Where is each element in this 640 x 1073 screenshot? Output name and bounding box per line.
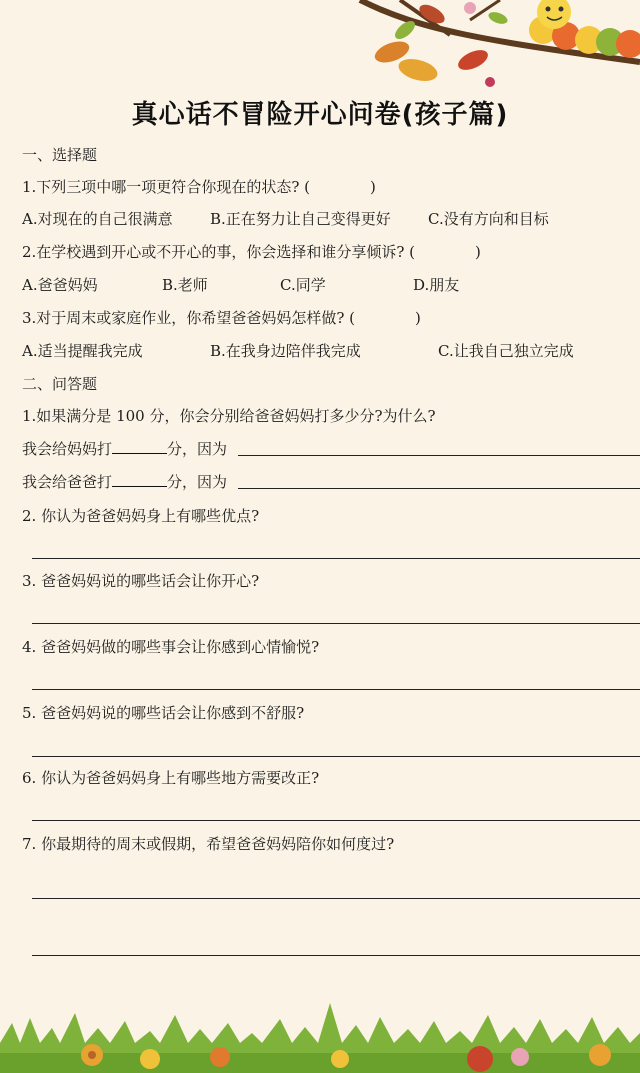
- question-3-close: ): [414, 309, 421, 327]
- answer-line[interactable]: [32, 689, 640, 690]
- option-c[interactable]: C.没有方向和目标: [428, 210, 549, 228]
- answer-line[interactable]: [32, 558, 640, 559]
- answer-line[interactable]: [32, 955, 640, 956]
- question-1-text: 1.下列三项中哪一项更符合你现在的状态? (: [22, 178, 310, 196]
- option-a[interactable]: A.适当提醒我完成: [22, 342, 143, 360]
- qa-question-4: 4. 爸爸妈妈做的哪些事会让你感到心情愉悦?: [22, 638, 320, 656]
- option-d[interactable]: D.朋友: [413, 276, 460, 294]
- question-1-close: ): [369, 178, 376, 196]
- question-3-text: 3.对于周末或家庭作业，你希望爸爸妈妈怎样做? (: [22, 309, 355, 327]
- qa-question-3: 3. 爸爸妈妈说的哪些话会让你开心?: [22, 572, 260, 590]
- dad-score-line: [22, 472, 227, 492]
- option-c[interactable]: C.让我自己独立完成: [438, 342, 574, 360]
- qa-question-6: 6. 你认为爸爸妈妈身上有哪些地方需要改正?: [22, 769, 320, 787]
- qa-question-5: 5. 爸爸妈妈说的哪些话会让你感到不舒服?: [22, 704, 305, 722]
- mom-score-prefix: 我会给妈妈打: [22, 440, 113, 458]
- option-b[interactable]: B.老师: [162, 276, 208, 294]
- question-2-text: 2.在学校遇到开心或不开心的事，你会选择和谁分享倾诉? (: [22, 243, 415, 261]
- question-3: [22, 308, 421, 328]
- qa-question-7: 7. 你最期待的周末或假期，希望爸爸妈妈陪你如何度过?: [22, 835, 395, 853]
- answer-line[interactable]: [32, 756, 640, 757]
- qa-question-2: 2. 你认为爸爸妈妈身上有哪些优点?: [22, 507, 260, 525]
- section-choice-heading: 一、选择题: [22, 146, 98, 164]
- answer-line[interactable]: [32, 623, 640, 624]
- section-qa-heading: 二、问答题: [22, 375, 98, 393]
- answer-line[interactable]: [32, 898, 640, 899]
- score-suffix: 分，因为: [167, 440, 228, 458]
- dad-score-blank[interactable]: [112, 472, 167, 487]
- option-a[interactable]: A.爸爸妈妈: [22, 276, 98, 294]
- qa-question-1: 1.如果满分是 100 分，你会分别给爸爸妈妈打多少分?为什么?: [22, 407, 436, 425]
- answer-line[interactable]: [238, 455, 640, 456]
- option-a[interactable]: A.对现在的自己很满意: [22, 210, 173, 228]
- grass-illustration: [0, 993, 640, 1073]
- option-b[interactable]: B.正在努力让自己变得更好: [210, 210, 391, 228]
- mom-score-blank[interactable]: [112, 439, 167, 454]
- option-c[interactable]: C.同学: [280, 276, 326, 294]
- option-b[interactable]: B.在我身边陪伴我完成: [210, 342, 361, 360]
- question-2: [22, 242, 481, 262]
- question-1: [22, 177, 376, 197]
- mom-score-line: [22, 439, 227, 459]
- answer-line[interactable]: [238, 488, 640, 489]
- answer-line[interactable]: [32, 820, 640, 821]
- dad-score-prefix: 我会给爸爸打: [22, 473, 113, 491]
- question-2-close: ): [474, 243, 481, 261]
- page-title: 真心话不冒险开心问卷(孩子篇): [131, 100, 509, 130]
- score-suffix: 分，因为: [167, 473, 228, 491]
